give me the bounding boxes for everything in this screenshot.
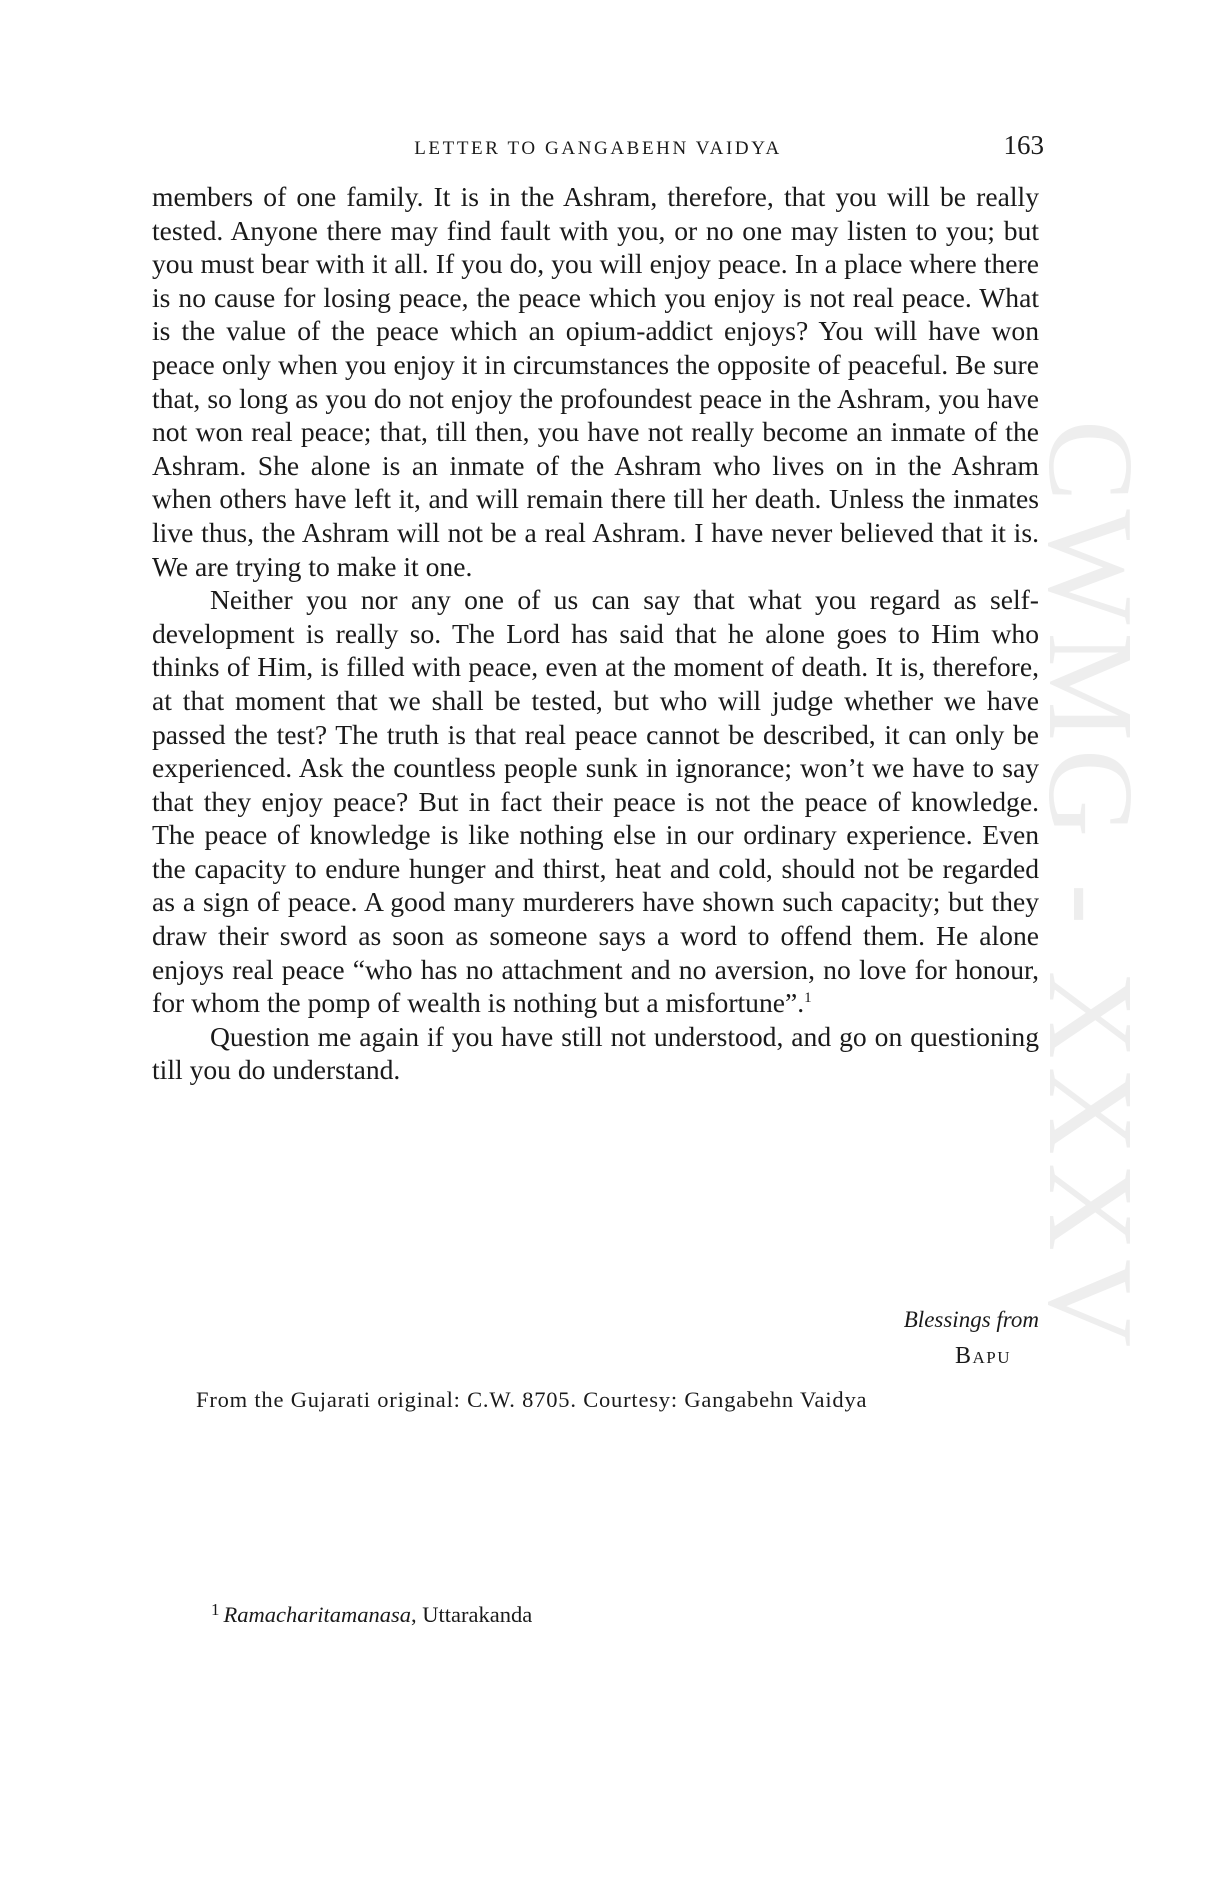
paragraph-2-text: Neither you nor any one of us can say that what you regard as self-development is really so. The Lord has said that he alone goes to Him who thinks of Him, is filled with peace, even at the moment of death. It is, therefore, at that moment that we shall be tested, but who will judge whether we have passed the test? The truth is that real peace cannot be described, it can only be experienced. Ask the countless people sunk in ignorance; won’t we have to say that they enjoy peace? But in fact their peace is not the peace of knowledge. The peace of knowledge is like nothing else in our ordinary experience. Even the capacity to endure hunger and thirst, heat and cold, should not be regarded as a sign of peace. A good many murderers have shown such capacity; but they draw their sword as soon as someone says a word to offend them. He alone enjoys real peace “who has no attachment and no aversion, no love for honour, for whom the pomp of wealth is nothing but a misfortune”. <box>152 584 1039 1019</box>
signoff <box>904 1302 1039 1374</box>
source-note: From the Gujarati original: C.W. 8705. Courtesy: Gangabehn Vaidya <box>196 1387 868 1412</box>
letter-body <box>152 180 1039 1087</box>
watermark-text: CWMG - XXXV <box>1023 420 1158 1356</box>
page-header <box>152 130 1044 170</box>
paragraph-2 <box>152 583 1039 1020</box>
footnote-title: Ramacharitamanasa <box>223 1602 411 1627</box>
paragraph-1: members of one family. It is in the Ashram, therefore, that you will be really tested. Anyone there may find fault with you, or no one may listen to you; but you must bear with it all. If you do, you will enjoy peace. In a place where there is no cause for losing peace, the peace which you enjoy is not real peace. What is the value of the peace which an opium-addict enjoys? You will have won peace only when you enjoy it in circumstances the opposite of peaceful. Be sure that, so long as you do not enjoy the profoundest peace in the Ashram, you have not won real peace; that, till then, you have not really become an inmate of the Ashram. She alone is an inmate of the Ashram who lives on in the Ashram when others have left it, and will remain there till her death. Unless the inmates live thus, the Ashram will not be a real Ashram. I have never believed that it is. We are trying to make it one. <box>152 181 1039 582</box>
footnote-reference: 1 <box>804 990 812 1007</box>
footnote-number: 1 <box>211 1600 220 1619</box>
footnote <box>211 1600 532 1628</box>
signature: Bapu <box>954 1343 1011 1369</box>
page-number: 163 <box>1003 130 1044 160</box>
running-title: LETTER TO GANGABEHN VAIDYA <box>414 138 782 159</box>
paragraph-3: Question me again if you have still not understood, and go on questioning till you do understand. <box>152 1020 1039 1086</box>
blessings-line: Blessings from <box>903 1307 1039 1332</box>
footnote-text: , Uttarakanda <box>411 1602 533 1627</box>
